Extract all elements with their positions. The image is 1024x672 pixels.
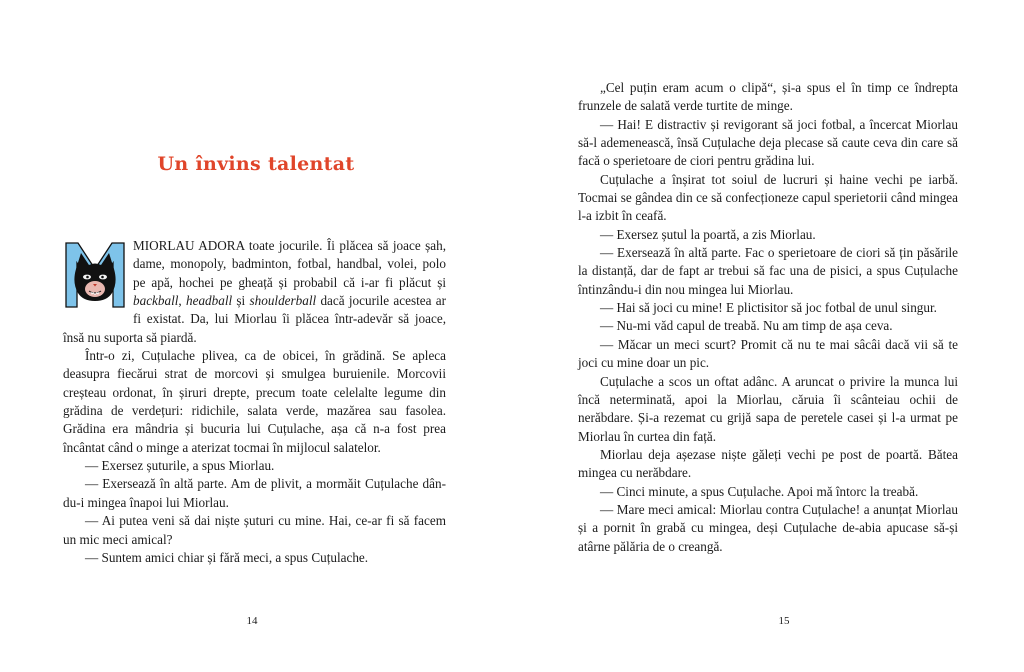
- page-number-left: 14: [246, 615, 258, 627]
- left-paragraph-1: MIORLAU ADORA toate jocurile. Îi plăcea să joace șah, dame, monopoly, badminton, fotbal, handbal, volei, polo pe apă, hochei pe gheață și probabil că i-ar fi plăcut și backball, headball și shoulderball dacă jocurile acestea ar fi existat. Da, lui Miorlau îi plăcea într-adevăr să joace, însă nu suporta să piardă.: [63, 238, 446, 345]
- right-paragraph-3: Cuțulache a înșirat tot soiul de lucruri și haine vechi pe iarbă. Tocmai se gândea din ce să confecționeze capul sperietorii când mingea l-a izbit în ceafă.: [578, 171, 958, 224]
- left-paragraph-3: — Exersez șuturile, a spus Miorlau.: [85, 458, 275, 474]
- right-paragraph-2: — Hai! E distractiv și revigorant să joci fotbal, a încercat Miorlau să-l ademenească, însă Cuțulache deja plecase să caute ceva din care să facă o sperietoare de ciori pentru grădina lui.: [578, 116, 958, 169]
- right-paragraph-6: — Hai să joci cu mine! E plictisitor să joc fotbal de unul singur.: [600, 300, 937, 316]
- left-page-body: [63, 237, 446, 567]
- chapter-title: Un învins talentat: [157, 153, 355, 175]
- right-paragraph-11: — Cinci minute, a spus Cuțulache. Apoi mă întorc la treabă.: [600, 483, 919, 499]
- right-paragraph-8: — Măcar un meci scurt? Promit că nu te mai sâcâi dacă vii să te joci cu mine doar un pic.: [578, 336, 958, 371]
- dropcap-cat-mask-icon: [63, 239, 127, 311]
- right-paragraph-12: — Mare meci amical: Miorlau contra Cuțulache! a anunțat Miorlau și a pornit în grabă cu mingea, deși Cuțulache de-abia apucase să-și atârne pălăria de o creangă.: [578, 501, 958, 554]
- right-paragraph-5: — Exersează în altă parte. Fac o sperietoare de ciori să țin păsările la distanță, dar de fapt ar trebui să fac una de pisici, a spus Cuțulache întinzându-i din nou mingea lui Miorlau.: [578, 245, 958, 297]
- left-paragraph-4: — Exersează în altă parte. Am de plivit, a mormăit Cuțulache dându-i mingea înapoi lui Miorlau.: [63, 476, 446, 510]
- page-number-right: 15: [778, 615, 790, 627]
- right-paragraph-4: — Exersez șutul la poartă, a zis Miorlau.: [600, 226, 816, 242]
- right-page-body: [578, 79, 958, 556]
- left-paragraph-6: — Suntem amici chiar și fără meci, a spus Cuțulache.: [85, 549, 369, 565]
- right-paragraph-1: „Cel puțin eram acum o clipă“, și-a spus el în timp ce îndrepta frunzele de salată verde turtite de minge.: [578, 80, 958, 114]
- right-paragraph-7: — Nu-mi văd capul de treabă. Nu am timp de așa ceva.: [600, 318, 893, 334]
- italic-word-shoulderball: shoulderball: [249, 293, 317, 309]
- italic-word-backball: backball: [133, 293, 179, 309]
- italic-word-headball: headball: [186, 293, 233, 309]
- right-paragraph-9: Cuțulache a scos un oftat adânc. A aruncat o privire la munca lui încă neterminată, apoi la Miorlau, căruia îi scânteiau ochii de nerăbdare. Și-a rezemat cu grijă sapa de peretele casei și l-a urmat pe Miorlau în curtea din față.: [578, 373, 958, 444]
- left-paragraph-2: Într-o zi, Cuțulache plivea, ca de obicei, în grădină. Se apleca deasupra fiecărui strat de morcovi și smulgea buruienile. Morcovii creșteau ordonat, în șiruri drepte, precum toate celelalte legume din grădina de verdețuri: ridichile, salata verde, mazărea sau fasolea. Grădina era mândria și bucuria lui Cuțulache, așa că n-a fost prea încântat când o minge a aterizat tocmai în mijlocul salatelor.: [63, 348, 446, 455]
- right-page: [512, 0, 1024, 672]
- right-paragraph-10: Miorlau deja așezase niște găleți vechi pe post de poartă. Bătea mingea cu nerăbdare.: [578, 446, 958, 481]
- left-paragraph-5: — Ai putea veni să dai niște șuturi cu mine. Hai, ce-ar fi să facem un mic meci amical?: [63, 513, 446, 547]
